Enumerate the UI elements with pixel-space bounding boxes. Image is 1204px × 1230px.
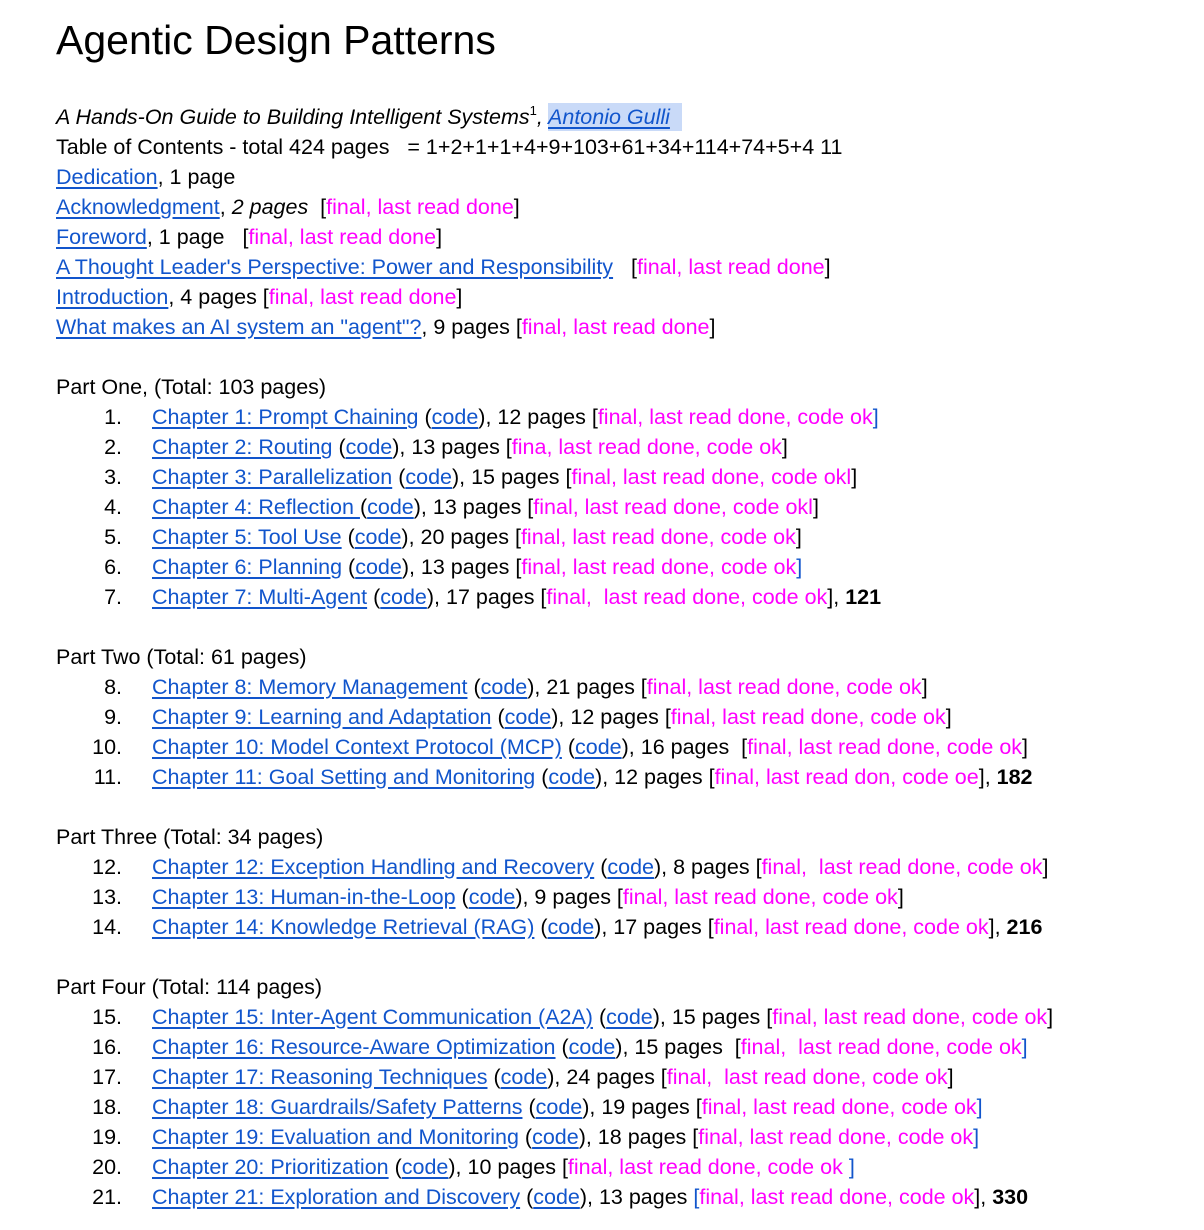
chapter-item (56, 762, 1186, 792)
status-note: final, last read don, code oe (714, 765, 979, 789)
status-note: final, last read done, code ok (699, 1185, 975, 1209)
chapter-item (56, 1122, 1186, 1152)
running-total: 182 (996, 765, 1033, 789)
chapter-pages: ), 12 pages [ (595, 765, 715, 789)
chapter-number: 3. (104, 465, 122, 489)
status-note: final, last read done, code ok (740, 1035, 1022, 1059)
code-link[interactable]: code (367, 495, 414, 519)
code-link[interactable]: code (354, 525, 402, 549)
code-paren-open: ( (367, 585, 381, 609)
chapter-item (56, 552, 1186, 582)
part-heading: Part One, (Total: 103 pages) (56, 375, 327, 399)
code-link[interactable]: code (575, 735, 622, 759)
front-matter-link[interactable]: Dedication (56, 165, 158, 189)
spacer (56, 942, 1186, 972)
chapter-number: 16. (92, 1035, 122, 1059)
bracket-close: ] (1047, 1005, 1054, 1029)
front-matter-link[interactable]: A Thought Leader's Perspective: Power and Responsibility (56, 255, 614, 279)
chapter-pages: ), 10 pages [ (448, 1155, 568, 1179)
chapter-link[interactable]: Chapter 18: Guardrails/Safety Patterns (152, 1095, 523, 1119)
front-matter-bracket: [ (308, 195, 327, 219)
code-paren-open: ( (487, 1065, 501, 1089)
bracket-close: ] (851, 465, 858, 489)
code-paren-open: ( (467, 675, 481, 699)
bracket-close: ] (795, 525, 802, 549)
status-note: final, last read done, code ok (670, 705, 946, 729)
chapter-pages: ), 12 pages [ (478, 405, 598, 429)
chapter-number: 18. (92, 1095, 122, 1119)
chapter-pages: ), 20 pages [ (401, 525, 521, 549)
chapter-pages: ), 18 pages [ (578, 1125, 699, 1149)
code-link[interactable]: code (468, 885, 516, 909)
front-matter-pages: , 1 page (157, 165, 236, 189)
bracket-close: ] (848, 1155, 855, 1179)
chapter-item (56, 912, 1186, 942)
chapter-link[interactable]: Chapter 5: Tool Use (152, 525, 342, 549)
bracket-close: ] (709, 315, 716, 339)
bracket-close: ], (978, 765, 997, 789)
chapter-item (56, 732, 1186, 762)
part-heading: Part Four (Total: 114 pages) (56, 975, 323, 999)
code-paren-open: ( (392, 465, 406, 489)
bracket-close: ] (513, 195, 520, 219)
status-note: final, last read done, code ok (713, 915, 989, 939)
chapter-number: 12. (92, 855, 122, 879)
chapter-item (56, 1182, 1186, 1212)
status-note: final, last read done, code ok (622, 885, 898, 909)
status-note: final, last read done, code ok (520, 525, 796, 549)
subtitle-text: A Hands-On Guide to Building Intelligent Systems (56, 105, 530, 129)
code-link[interactable]: code (355, 555, 402, 579)
chapter-number: 21. (92, 1185, 122, 1209)
bracket-close: ] (897, 885, 904, 909)
chapter-number: 6. (104, 555, 122, 579)
chapter-pages: ), 21 pages [ (527, 675, 647, 699)
code-link[interactable]: code (401, 1155, 449, 1179)
spacer (56, 792, 1186, 822)
front-matter-pages: , 9 pages [ (421, 315, 522, 339)
chapter-number: 11. (93, 765, 122, 789)
author-selection (548, 103, 682, 131)
bracket-close: ] (976, 1095, 983, 1119)
front-matter-link[interactable]: Introduction (56, 285, 169, 309)
status-note: fina, last read done, code ok (511, 435, 782, 459)
front-matter-item (56, 252, 1186, 282)
code-paren-open: ( (418, 405, 432, 429)
chapter-item (56, 1152, 1186, 1182)
chapter-link[interactable]: Chapter 13: Human-in-the-Loop (152, 885, 456, 909)
status-note: final, last read done, code ok (698, 1125, 974, 1149)
status-note: final, last read done, code ok (701, 1095, 977, 1119)
chapter-link[interactable]: Chapter 20: Prioritization (152, 1155, 389, 1179)
code-paren-open: ( (455, 885, 469, 909)
chapter-item (56, 882, 1186, 912)
chapter-pages: ), 17 pages [ (426, 585, 547, 609)
chapter-item (56, 672, 1186, 702)
bracket-close: ] (1022, 735, 1029, 759)
toc-summary (56, 132, 1186, 162)
chapter-link[interactable]: Chapter 3: Parallelization (152, 465, 393, 489)
chapter-link[interactable]: Chapter 21: Exploration and Discovery (152, 1185, 521, 1209)
front-matter-link[interactable]: Acknowledgment (56, 195, 220, 219)
front-matter-item (56, 162, 1186, 192)
status-note: final, last read done, code ok (772, 1005, 1048, 1029)
code-paren-open: ( (359, 495, 368, 519)
code-link[interactable]: code (431, 405, 479, 429)
chapter-number: 5. (104, 525, 122, 549)
code-link[interactable]: code (405, 465, 452, 489)
chapter-link[interactable]: Chapter 12: Exception Handling and Recovery (152, 855, 595, 879)
chapter-number: 19. (92, 1125, 122, 1149)
chapter-item (56, 1032, 1186, 1062)
code-link[interactable]: code (380, 585, 427, 609)
chapter-link[interactable]: Chapter 4: Reflection (152, 495, 360, 519)
status-note: final, last read done (326, 195, 514, 219)
chapter-link[interactable]: Chapter 6: Planning (152, 555, 343, 579)
toc-label: Table of Contents - total 424 pages (56, 135, 390, 159)
part-heading: Part Two (Total: 61 pages) (56, 645, 307, 669)
code-paren-open: ( (535, 765, 549, 789)
bracket-close: ] (921, 675, 928, 699)
bracket-close: ] (796, 555, 803, 579)
spacer (56, 612, 1186, 642)
status-note: final, last read done, code ok (761, 855, 1043, 879)
chapter-link[interactable]: Chapter 10: Model Context Protocol (MCP) (152, 735, 562, 759)
code-paren-open: ( (522, 1095, 536, 1119)
status-note: final, last read done (636, 255, 825, 279)
chapter-item (56, 492, 1186, 522)
chapter-pages: ), 9 pages [ (515, 885, 623, 909)
chapter-link[interactable]: Chapter 8: Memory Management (152, 675, 468, 699)
status-note: final, last read done, code ok (567, 1155, 849, 1179)
running-total: 216 (1006, 915, 1043, 939)
code-link[interactable]: code (504, 705, 552, 729)
status-note: final, last read done, code ok (597, 405, 873, 429)
chapter-number: 7. (104, 585, 122, 609)
code-paren-open: ( (491, 705, 505, 729)
front-matter-link[interactable]: What makes an AI system an "agent"? (56, 315, 422, 339)
code-paren-open: ( (332, 435, 346, 459)
code-paren-open: ( (342, 555, 356, 579)
bracket-close: ] (781, 435, 788, 459)
bracket-close: ] (436, 225, 443, 249)
front-matter-pages-italic: 2 pages (231, 195, 309, 219)
status-note: final, last read done, code ok (646, 675, 922, 699)
code-link[interactable]: code (535, 1095, 583, 1119)
chapter-number: 14. (92, 915, 122, 939)
code-paren-open: ( (534, 915, 548, 939)
chapter-item (56, 1062, 1186, 1092)
chapter-pages: ), 12 pages [ (551, 705, 671, 729)
bracket-close: ] (945, 705, 952, 729)
front-matter-item (56, 282, 1186, 312)
spacer (56, 342, 1186, 372)
chapter-link[interactable]: Chapter 2: Routing (152, 435, 333, 459)
subtitle-separator: , (536, 105, 549, 129)
chapter-number: 17. (92, 1065, 122, 1089)
front-matter-pages: , 4 pages [ (168, 285, 269, 309)
chapter-item (56, 852, 1186, 882)
code-paren-open: ( (520, 1185, 534, 1209)
status-note: final, last read done (268, 285, 457, 309)
front-matter-pages: , (219, 195, 232, 219)
bracket-close: ] (1021, 1035, 1028, 1059)
bracket-close: ] (872, 405, 879, 429)
chapter-pages: ), 13 pages [ (413, 495, 534, 519)
chapter-pages: ), 24 pages [ (547, 1065, 667, 1089)
code-paren-open: ( (518, 1125, 533, 1149)
front-matter-item (56, 222, 1186, 252)
status-note: final, last read done, code ok (666, 1065, 948, 1089)
chapter-number: 9. (104, 705, 122, 729)
chapter-link[interactable]: Chapter 1: Prompt Chaining (152, 405, 419, 429)
code-link[interactable]: code (606, 1005, 653, 1029)
toc-formula: = 1+2+1+1+4+9+103+61+34+114+74+5+4 11 (389, 135, 843, 159)
parts-list (56, 342, 1186, 1212)
code-paren-open: ( (594, 855, 608, 879)
document (56, 14, 1186, 1212)
chapter-link[interactable]: Chapter 17: Reasoning Techniques (152, 1065, 488, 1089)
status-note: final, last read done, code ok (521, 555, 797, 579)
chapter-link[interactable]: Chapter 11: Goal Setting and Monitoring (152, 765, 536, 789)
code-link[interactable]: code (547, 915, 595, 939)
bracket-open: [ (693, 1185, 700, 1209)
chapter-item (56, 1092, 1186, 1122)
front-matter-item (56, 192, 1186, 222)
footnote-ref[interactable]: 1 (529, 103, 537, 118)
chapter-item (56, 702, 1186, 732)
chapter-item (56, 582, 1186, 612)
code-link[interactable]: code (480, 675, 528, 699)
code-paren-open: ( (388, 1155, 402, 1179)
bracket-close: ] (947, 1065, 954, 1089)
chapter-item (56, 432, 1186, 462)
chapter-item (56, 462, 1186, 492)
chapter-pages: ), 16 pages [ (621, 735, 748, 759)
chapter-pages: ), 13 pages [ (401, 555, 522, 579)
status-note: final, last read done, code ok (747, 735, 1023, 759)
subtitle-line (56, 102, 1186, 132)
bracket-close: ] (973, 1125, 980, 1149)
chapter-item (56, 1002, 1186, 1032)
chapter-link[interactable]: Chapter 15: Inter-Agent Communication (A2A) (152, 1005, 593, 1029)
code-link[interactable]: code (548, 765, 596, 789)
running-total: 330 (992, 1185, 1029, 1209)
status-note: final, last read done (248, 225, 437, 249)
bracket-close: ], (988, 915, 1007, 939)
chapter-item (56, 522, 1186, 552)
chapter-number: 13. (92, 885, 122, 909)
chapter-pages: ), 8 pages [ (653, 855, 762, 879)
bracket-close: ], (974, 1185, 993, 1209)
chapter-pages: ), 19 pages [ (582, 1095, 702, 1119)
author-link[interactable]: Antonio Gulli (548, 105, 670, 129)
bracket-close: ] (1042, 855, 1049, 879)
status-note: final, last read done, code okl (571, 465, 852, 489)
code-paren-open: ( (592, 1005, 607, 1029)
code-link[interactable]: code (533, 1185, 580, 1209)
chapter-number: 20. (92, 1155, 122, 1179)
chapter-item (56, 402, 1186, 432)
code-paren-open: ( (555, 1035, 569, 1059)
chapter-pages: ), 13 pages (579, 1185, 694, 1209)
chapter-link[interactable]: Chapter 7: Multi-Agent (152, 585, 368, 609)
code-link[interactable]: code (345, 435, 393, 459)
status-note: final, last read done (521, 315, 710, 339)
chapter-pages: ), 15 pages [ (652, 1005, 773, 1029)
running-total: 121 (845, 585, 882, 609)
chapter-link[interactable]: Chapter 14: Knowledge Retrieval (RAG) (152, 915, 535, 939)
code-link[interactable]: code (607, 855, 654, 879)
code-link[interactable]: code (500, 1065, 548, 1089)
bracket-close: ] (824, 255, 831, 279)
part-heading: Part Three (Total: 34 pages) (56, 825, 324, 849)
status-note: final, last read done, code okl (533, 495, 813, 519)
bracket-close: ], (827, 585, 846, 609)
front-matter-pages: , 1 page [ (146, 225, 249, 249)
chapter-pages: ), 17 pages [ (594, 915, 714, 939)
chapter-link[interactable]: Chapter 19: Evaluation and Monitoring (152, 1125, 519, 1149)
chapter-link[interactable]: Chapter 9: Learning and Adaptation (152, 705, 492, 729)
status-note: final, last read done, code ok (546, 585, 828, 609)
chapter-number: 15. (92, 1005, 122, 1029)
front-matter-link[interactable]: Foreword (56, 225, 147, 249)
chapter-number: 1. (104, 405, 122, 429)
front-matter (56, 162, 1186, 342)
document-title: Agentic Design Patterns (56, 17, 496, 63)
bracket-close: ] (456, 285, 463, 309)
code-paren-open: ( (561, 735, 576, 759)
code-link[interactable]: code (532, 1125, 579, 1149)
chapter-number: 10. (92, 735, 122, 759)
front-matter-pages: [ (613, 255, 637, 279)
chapter-number: 8. (104, 675, 122, 699)
chapter-link[interactable]: Chapter 16: Resource-Aware Optimization (152, 1035, 556, 1059)
front-matter-item (56, 312, 1186, 342)
bracket-close: ] (812, 495, 819, 519)
code-paren-open: ( (341, 525, 355, 549)
chapter-pages: ), 15 pages [ (615, 1035, 741, 1059)
chapter-pages: ), 13 pages [ (392, 435, 512, 459)
chapter-number: 2. (104, 435, 122, 459)
chapter-number: 4. (104, 495, 122, 519)
code-link[interactable]: code (568, 1035, 616, 1059)
chapter-pages: ), 15 pages [ (451, 465, 572, 489)
